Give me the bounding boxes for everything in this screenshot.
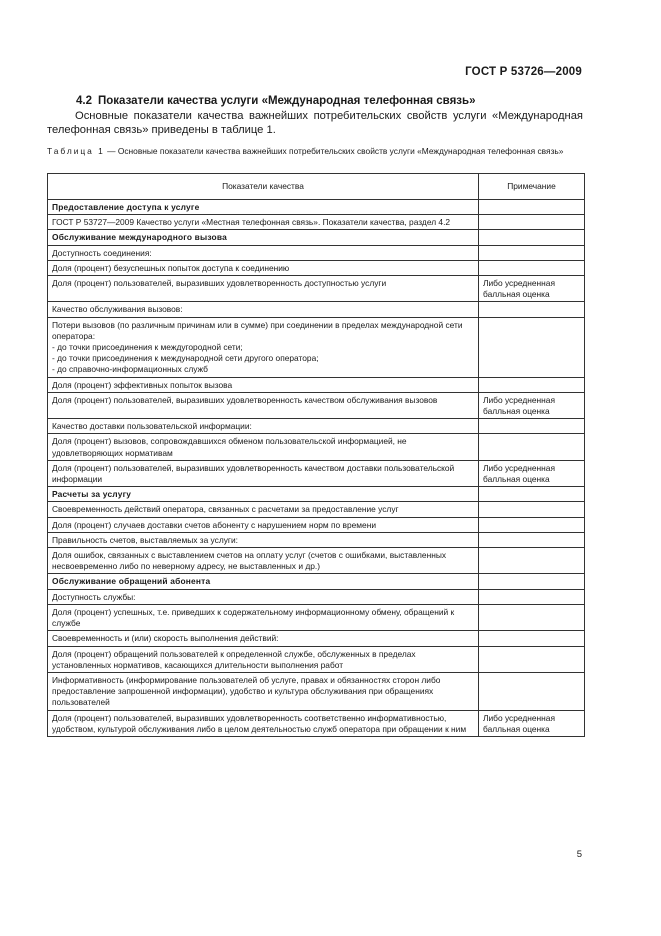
table-row xyxy=(48,276,585,302)
indicator-cell: Своевременность и (или) скорость выполнения действий: xyxy=(48,631,479,646)
table-group-row xyxy=(48,574,585,589)
note-cell xyxy=(479,230,585,245)
note-cell xyxy=(479,317,585,377)
table-row xyxy=(48,604,585,630)
indicator-cell: Своевременность действий оператора, связанных с расчетами за предоставление услуг xyxy=(48,502,479,517)
table-row xyxy=(48,532,585,547)
table-row xyxy=(48,548,585,574)
indicator-cell: Доля ошибок, связанных с выставлением счетов на оплату услуг (счетов с ошибками, выставленных несвоевременно либо по неверному адресу, не выставленных и др.) xyxy=(48,548,479,574)
indicator-cell: ГОСТ Р 53727—2009 Качество услуги «Местная телефонная связь». Показатели качества, раздел 4.2 xyxy=(48,215,479,230)
note-cell xyxy=(479,646,585,672)
table-group-row xyxy=(48,487,585,502)
indicator-cell: Доля (процент) пользователей, выразивших удовлетворенность доступностью услуги xyxy=(48,276,479,302)
quality-indicators-table xyxy=(47,173,585,737)
table-row xyxy=(48,419,585,434)
section-intro-paragraph: Основные показатели качества важнейших потребительских свойств услуги «Международная телефонная связь» приведены в таблице 1. xyxy=(47,110,583,136)
indicator-cell: Доля (процент) случаев доставки счетов абоненту с нарушением норм по времени xyxy=(48,517,479,532)
note-cell xyxy=(479,260,585,275)
section-heading xyxy=(76,95,475,107)
indicator-cell: Доля (процент) обращений пользователей к определенной службе, обслуженных в пределах установленных нормативов, касающихся длительности выполнения работ xyxy=(48,646,479,672)
indicator-cell: Расчеты за услугу xyxy=(48,487,479,502)
table-row xyxy=(48,517,585,532)
indicator-cell: Информативность (информирование пользователей об услуге, правах и обязанностях сторон либо предоставление запрошенной информации), удобство и культура обслуживания при обращениях пользователей xyxy=(48,672,479,710)
table-row xyxy=(48,215,585,230)
note-cell xyxy=(479,200,585,215)
table-row xyxy=(48,502,585,517)
note-cell xyxy=(479,672,585,710)
indicator-cell: Качество обслуживания вызовов: xyxy=(48,302,479,317)
table-row xyxy=(48,317,585,377)
table-body xyxy=(48,200,585,737)
note-cell xyxy=(479,502,585,517)
indicator-cell: Качество доставки пользовательской информации: xyxy=(48,419,479,434)
indicator-cell: Потери вызовов (по различным причинам или в сумме) при соединении в пределах международной сети оператора: - до точки присоединения к междугородной сети; - до точки присоединения к международной сети другого оператора; - до справочно-информационных служб xyxy=(48,317,479,377)
note-cell xyxy=(479,532,585,547)
note-cell: Либо усредненная балльная оценка xyxy=(479,392,585,418)
note-cell xyxy=(479,604,585,630)
note-cell xyxy=(479,548,585,574)
table-row xyxy=(48,245,585,260)
document-code-header: ГОСТ Р 53726—2009 xyxy=(465,66,582,78)
table-caption-label: Таблица 1 xyxy=(47,146,105,156)
note-cell xyxy=(479,631,585,646)
section-number: 4.2 xyxy=(76,95,92,107)
note-cell: Либо усредненная балльная оценка xyxy=(479,460,585,486)
indicator-cell: Доступность службы: xyxy=(48,589,479,604)
indicator-cell: Обслуживание обращений абонента xyxy=(48,574,479,589)
indicator-cell: Доля (процент) успешных, т.е. приведших к содержательному информационному обмену, обращений к службе xyxy=(48,604,479,630)
note-cell xyxy=(479,589,585,604)
table-row xyxy=(48,260,585,275)
table-caption-text: — Основные показатели качества важнейших потребительских свойств услуги «Международная телефонная связь» xyxy=(104,146,564,156)
table-group-row xyxy=(48,200,585,215)
table-caption xyxy=(47,146,583,158)
indicator-cell: Доля (процент) безуспешных попыток доступа к соединению xyxy=(48,260,479,275)
indicator-cell: Доля (процент) пользователей, выразивших удовлетворенность соответственно информативностью, удобством, культурой обслуживания либо в целом деятельностью служб оператора при обращении к ним xyxy=(48,710,479,736)
table-row xyxy=(48,646,585,672)
indicator-cell: Доля (процент) пользователей, выразивших удовлетворенность качеством обслуживания вызовов xyxy=(48,392,479,418)
note-cell xyxy=(479,215,585,230)
note-cell xyxy=(479,377,585,392)
table-header-row xyxy=(48,174,585,200)
indicator-cell: Предоставление доступа к услуге xyxy=(48,200,479,215)
table-row xyxy=(48,460,585,486)
column-header-indicator: Показатели качества xyxy=(48,174,479,200)
section-title-text: Показатели качества услуги «Международная телефонная связь» xyxy=(98,95,476,107)
note-cell xyxy=(479,245,585,260)
indicator-cell: Обслуживание международного вызова xyxy=(48,230,479,245)
indicator-cell: Доля (процент) вызовов, сопровождавшихся обменом пользовательской информацией, не удовлетворяющих нормативам xyxy=(48,434,479,460)
indicator-cell: Доступность соединения: xyxy=(48,245,479,260)
table-row xyxy=(48,302,585,317)
table-row xyxy=(48,672,585,710)
note-cell xyxy=(479,434,585,460)
table-row xyxy=(48,631,585,646)
note-cell xyxy=(479,302,585,317)
table-row xyxy=(48,710,585,736)
note-cell: Либо усредненная балльная оценка xyxy=(479,276,585,302)
table-row xyxy=(48,377,585,392)
table-row xyxy=(48,434,585,460)
page-number: 5 xyxy=(576,849,582,860)
note-cell: Либо усредненная балльная оценка xyxy=(479,710,585,736)
indicator-cell: Правильность счетов, выставляемых за услуги: xyxy=(48,532,479,547)
note-cell xyxy=(479,574,585,589)
indicator-cell: Доля (процент) пользователей, выразивших удовлетворенность качеством доставки пользовательской информации xyxy=(48,460,479,486)
column-header-note: Примечание xyxy=(479,174,585,200)
indicator-cell: Доля (процент) эффективных попыток вызова xyxy=(48,377,479,392)
table-group-row xyxy=(48,230,585,245)
note-cell xyxy=(479,487,585,502)
table-row xyxy=(48,392,585,418)
table-row xyxy=(48,589,585,604)
note-cell xyxy=(479,419,585,434)
note-cell xyxy=(479,517,585,532)
